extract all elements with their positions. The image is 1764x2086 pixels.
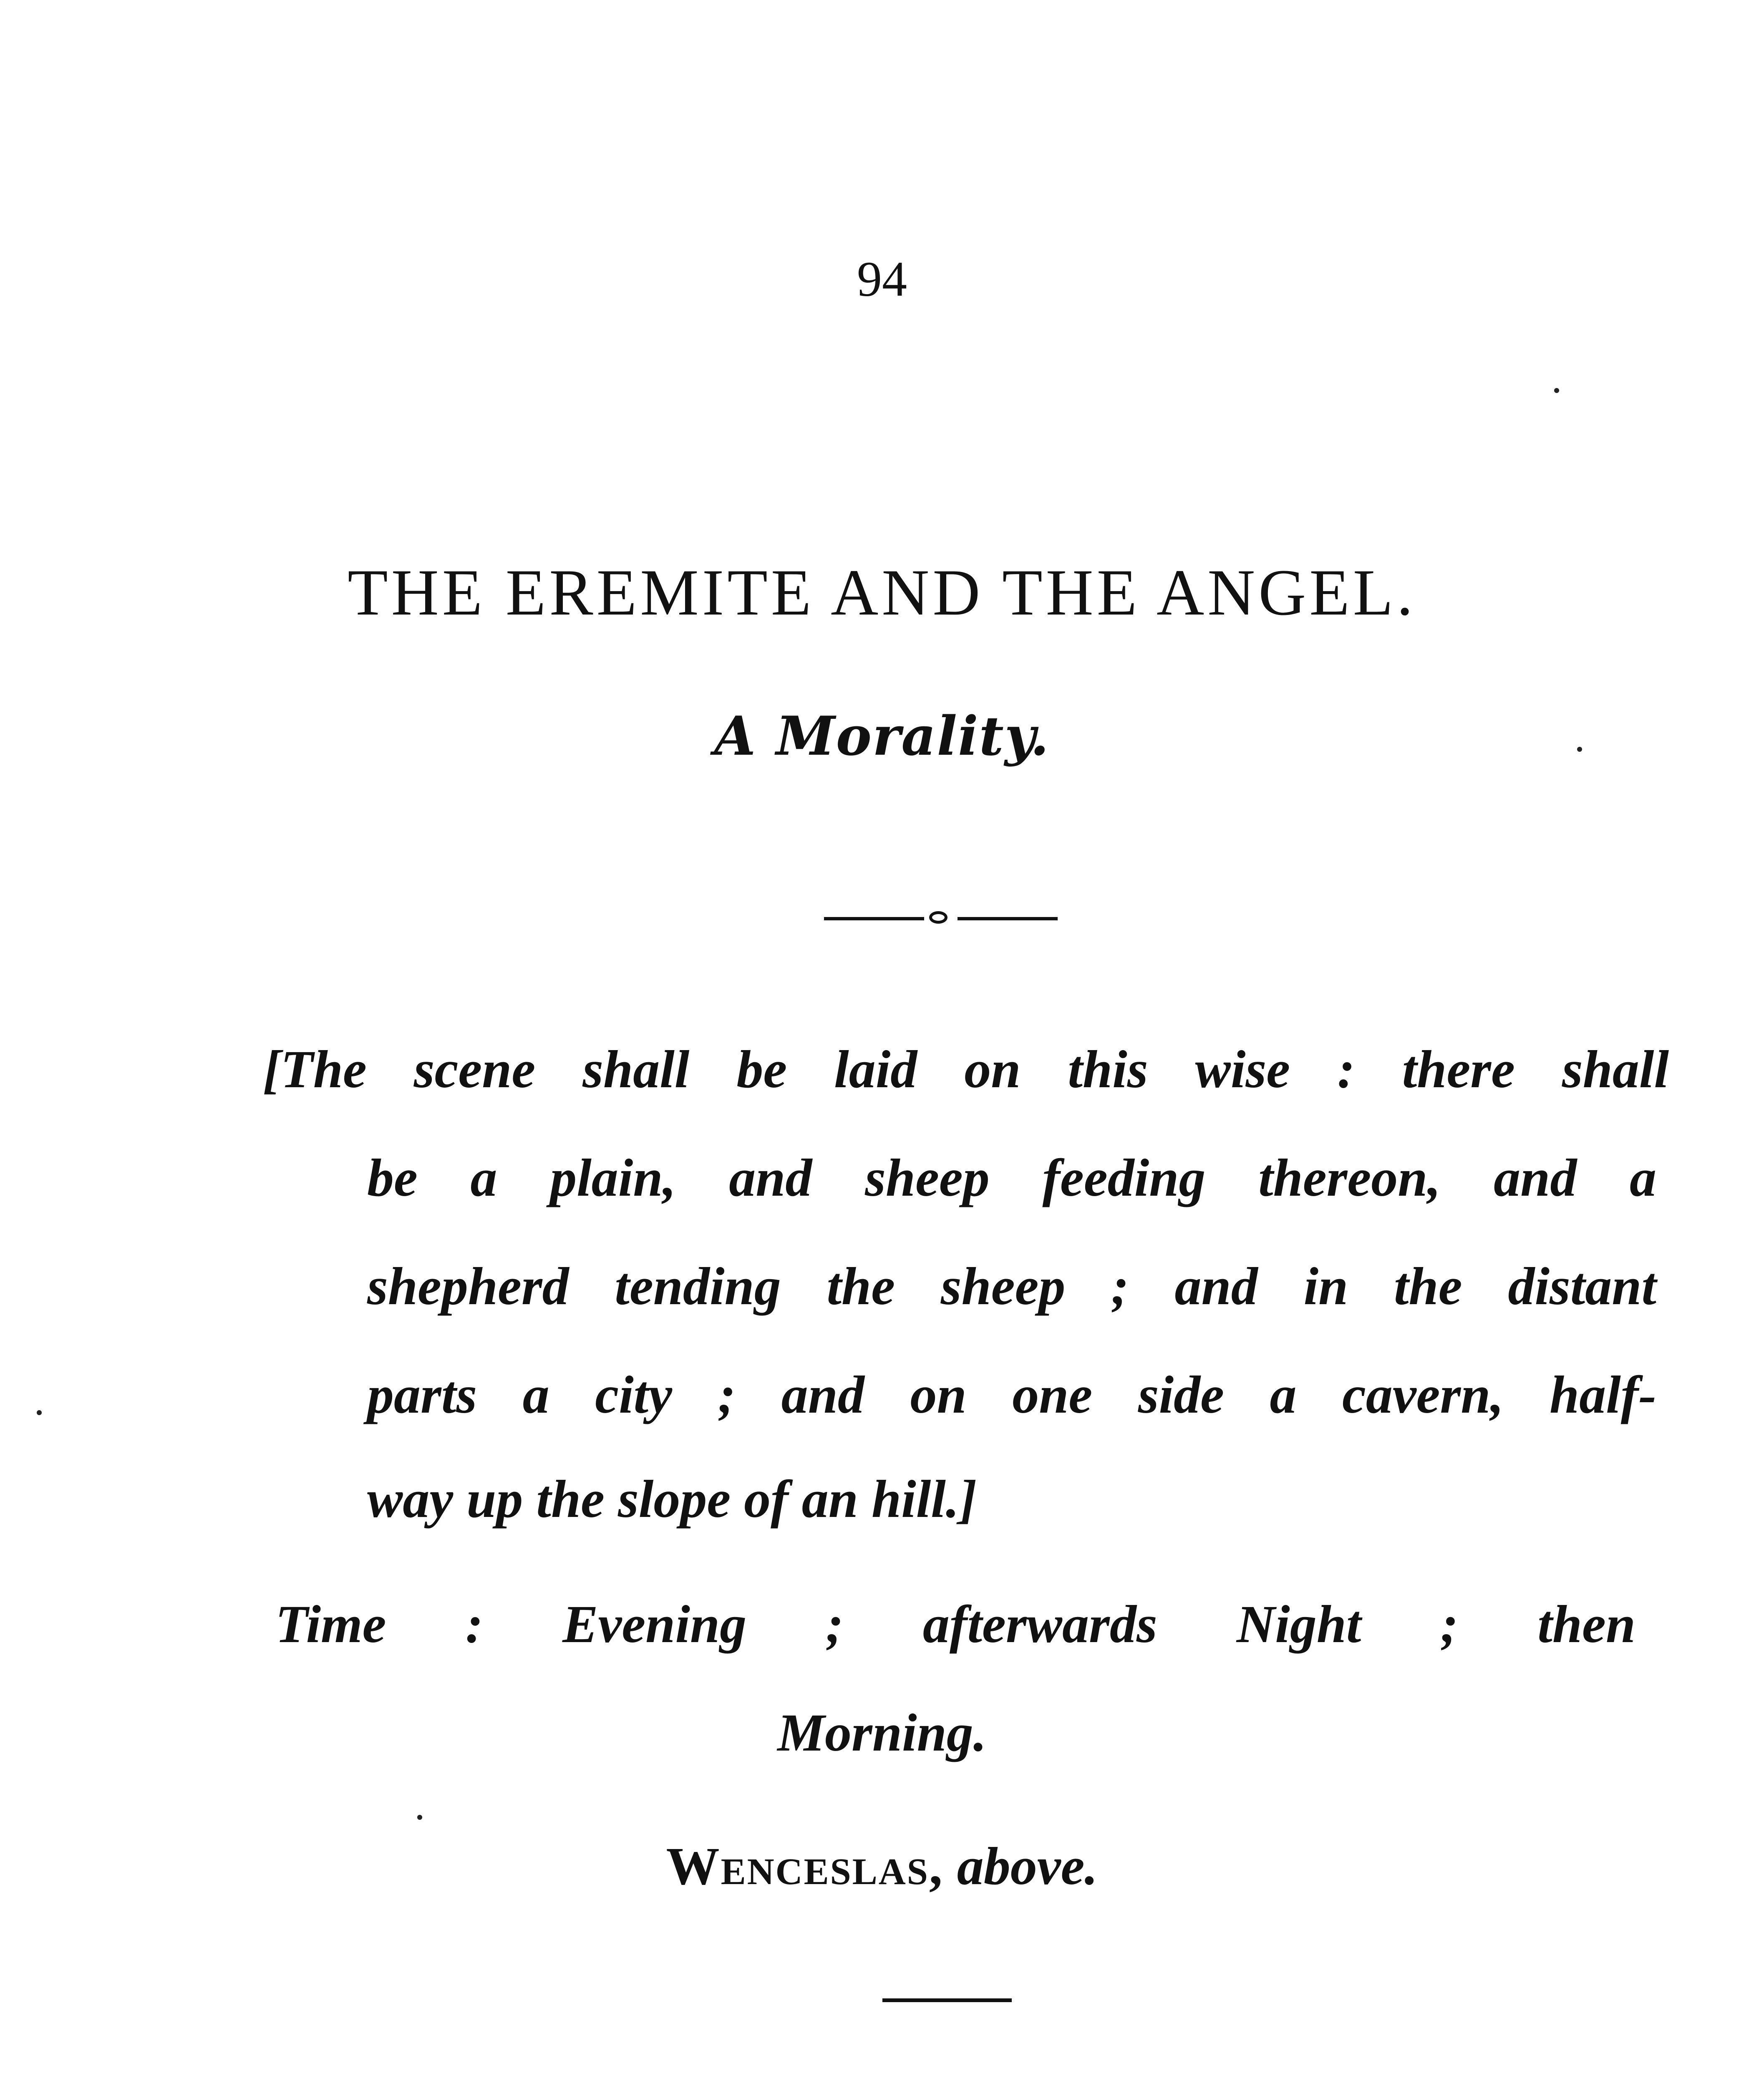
dramatis-persona: [0, 1836, 1764, 1897]
section-divider: [882, 1998, 1012, 2002]
scan-speck: [417, 1815, 422, 1820]
persona-name: Wenceslas,: [666, 1837, 944, 1896]
stage-direction-line: [The scene shall be laid on this wise : there shall: [263, 1040, 1669, 1099]
ornamental-divider: [824, 905, 1058, 930]
poem-title: THE EREMITE AND THE ANGEL.: [348, 556, 1416, 629]
stage-direction-line: be a plain, and sheep feeding thereon, and a: [367, 1148, 1656, 1207]
page-number: 94: [857, 251, 907, 307]
divider-ring-ornament: [929, 911, 948, 924]
poem-subtitle: A Morality.: [714, 705, 1050, 768]
stage-direction-line: way up the slope of an hill.]: [367, 1469, 977, 1529]
time-of-play-line: Time : Evening ; afterwards Night ; then: [275, 1595, 1635, 1654]
scan-speck: [1577, 747, 1582, 752]
stage-direction-line: parts a city ; and on one side a cavern, half-: [367, 1365, 1656, 1424]
time-of-play-continuation: Morning.: [777, 1703, 987, 1762]
divider-line-left: [824, 917, 924, 920]
scan-speck: [1554, 388, 1559, 393]
stage-direction-line: shepherd tending the sheep ; and in the distant: [367, 1257, 1656, 1316]
scan-speck: [37, 1410, 42, 1415]
divider-line-right: [958, 917, 1058, 920]
persona-position: above.: [957, 1837, 1098, 1896]
